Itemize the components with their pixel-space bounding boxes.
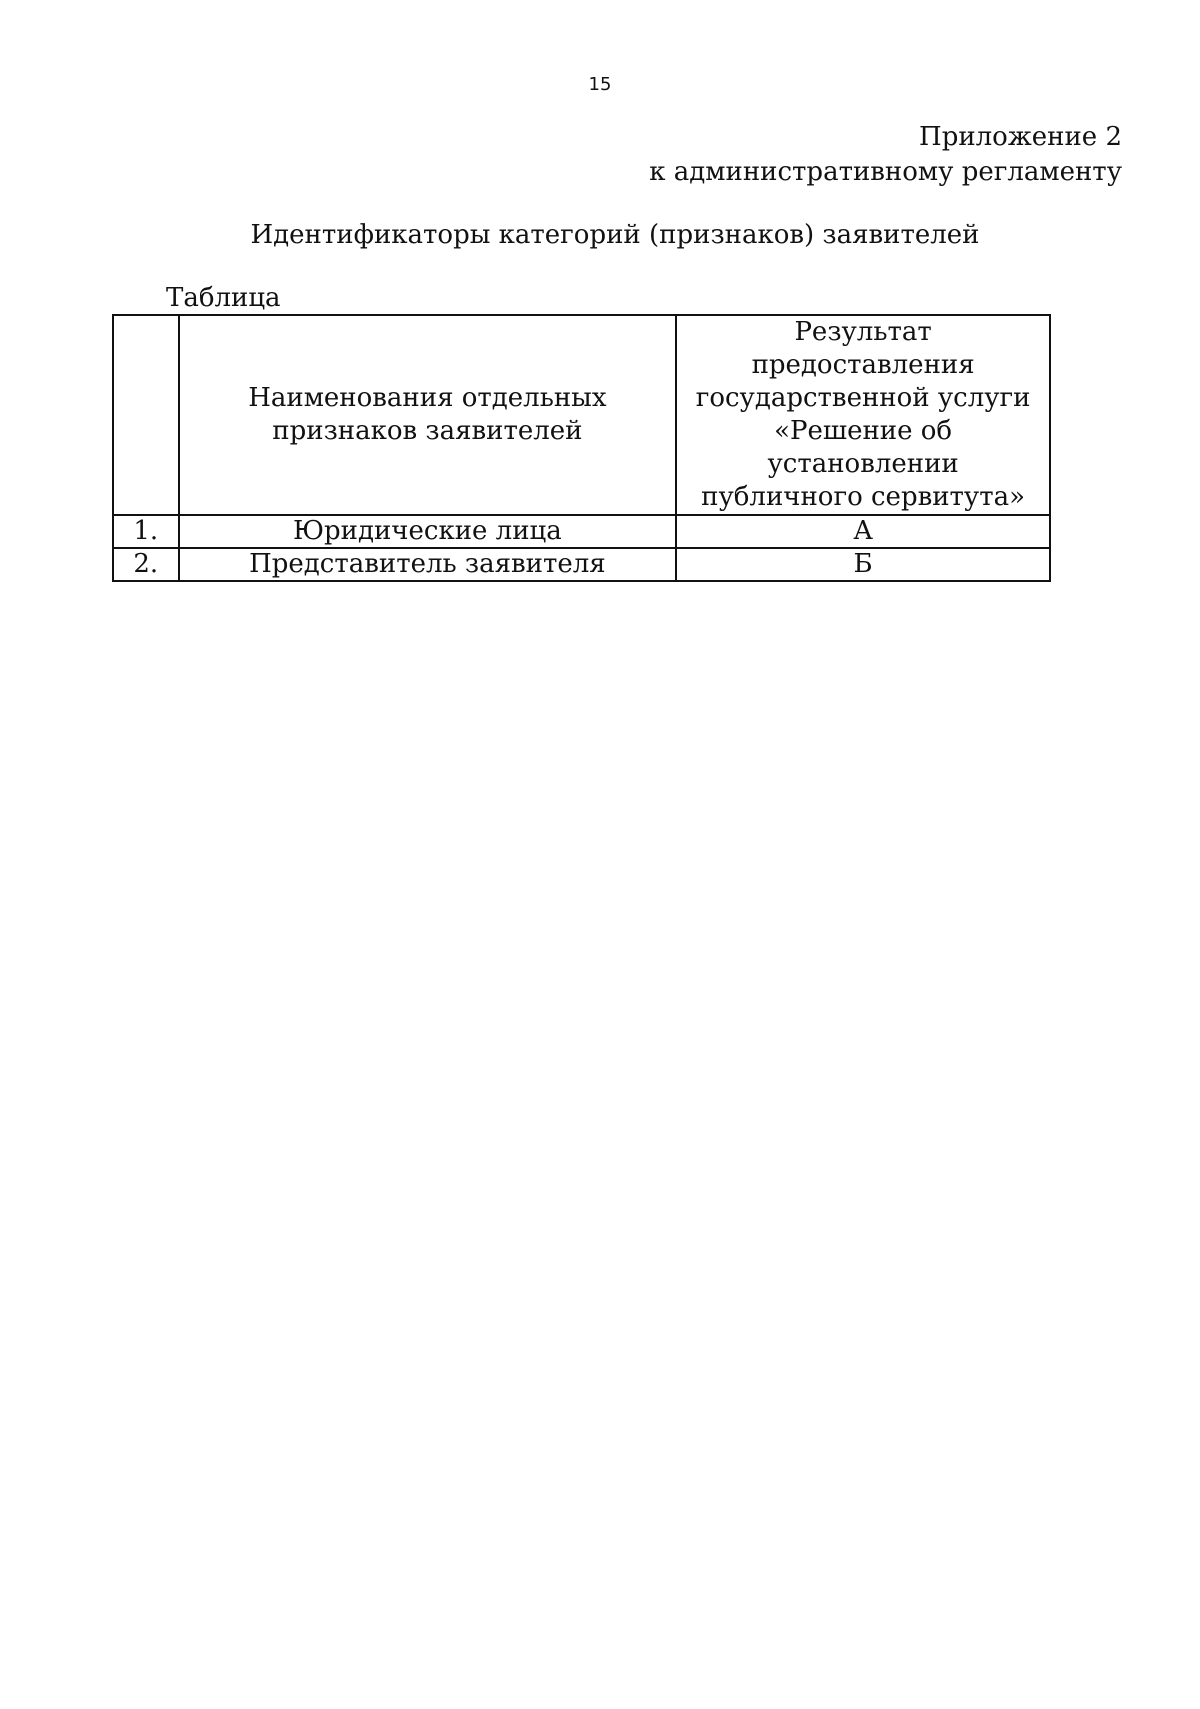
- page-number: 15: [588, 74, 612, 95]
- appendix-line-2: к административному регламенту: [649, 157, 1122, 187]
- row-name-cell: Представитель заявителя: [179, 548, 677, 581]
- appendix-line-1: Приложение 2: [919, 122, 1122, 152]
- table-row: [113, 548, 1050, 581]
- row-result-cell: А: [676, 515, 1050, 548]
- table-label: Таблица: [166, 283, 281, 313]
- row-num-cell: 1.: [113, 515, 179, 548]
- identifiers-table: [112, 314, 1051, 582]
- appendix-reference: [649, 120, 1122, 190]
- document-title: Идентификаторы категорий (признаков) заявителей: [250, 220, 980, 250]
- header-num-cell: [113, 315, 179, 515]
- table-header-row: [113, 315, 1050, 515]
- header-result-cell: Результат предоставления государственной услуги «Решение об установлении публичного сервитута»: [676, 315, 1050, 515]
- table-row: [113, 515, 1050, 548]
- row-result-cell: Б: [676, 548, 1050, 581]
- row-num-cell: 2.: [113, 548, 179, 581]
- row-name-cell: Юридические лица: [179, 515, 677, 548]
- header-name-cell: Наименования отдельных признаков заявителей: [179, 315, 677, 515]
